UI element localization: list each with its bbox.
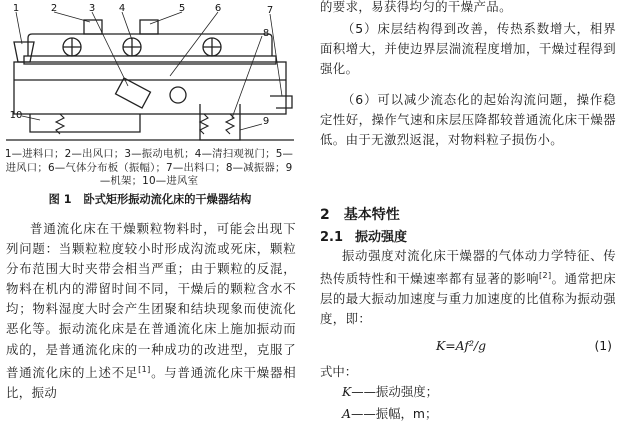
symbol-k: K xyxy=(342,384,352,399)
subsection-number: 2.1 xyxy=(320,230,344,245)
subsection-heading xyxy=(320,226,407,245)
item-6-paragraph: （6）可以减少流态化的起始沟流问题，操作稳定性好，操作气速和床层压降都较普通流化床干燥器低。由于无激烈返混，对物料粒子损伤小。 xyxy=(320,92,616,148)
section-title: 基本特性 xyxy=(343,207,400,223)
item-5-paragraph: （5）床层结构得到改善，传热系数增大，相界面积增大，并使边界层湍流程度增加，干燥过程得到强化。 xyxy=(320,21,616,77)
p21-tail: 。通常把床层的最大振动加速度与重力加速度的比值称为振动强度，即： xyxy=(320,271,616,327)
symbol-a: A xyxy=(342,406,351,421)
dryer-structure-figure xyxy=(0,0,300,148)
vibration-intensity-paragraph xyxy=(320,246,616,330)
callout-3: 3 xyxy=(88,3,96,14)
where-label: 式中： xyxy=(320,364,358,379)
dryer-body xyxy=(14,62,286,114)
continued-line: 的要求，易获得均匀的干燥产品。 xyxy=(320,0,512,14)
definition-a-text: ——振幅，m； xyxy=(350,406,438,421)
citation-1: [1] xyxy=(138,364,151,374)
caption-number: 图 1 xyxy=(48,193,72,206)
definition-k-text: ——振动强度； xyxy=(351,384,438,399)
caption-text: 卧式矩形振动流化床的干燥器结构 xyxy=(83,193,252,206)
section-heading xyxy=(320,204,400,224)
callout-2: 2 xyxy=(50,3,58,14)
figure-caption xyxy=(0,191,300,207)
left-paragraph xyxy=(6,219,296,403)
figure-legend: 1—进料口；2—出风口；3—振动电机；4—清扫观视门；5—进风口；6—气体分布板（振幅）；7—出料口；8—减振器；9—机架；10—进风室 xyxy=(4,148,294,187)
p21-body: 振动强度对流化床干燥器的气体动力学特征、传热传质特性和干燥速率都有显著的影响 xyxy=(320,248,616,287)
callout-5: 5 xyxy=(178,3,186,14)
left-paragraph-tail: 。与普通流化床干燥器相比，振动 xyxy=(6,364,297,400)
left-paragraph-body: 普通流化床在干燥颗粒物料时，可能会出现下列问题：当颗粒粒度较小时形成沟流或死床，颗粒分布范围大时夹带会相当严重；由于颗粒的反混，物料在机内的滞留时间不同，干燥后的颗粒含水不均；物料湿度大时会产生团聚和结块现象而使流化恶化等。振动流化床是在普通流化床上施加振动而成的，是普通流化床的一种成功的改进型，克服了普通流化床的上述不足 xyxy=(6,221,296,380)
callout-1: 1 xyxy=(12,3,20,14)
callout-8: 8 xyxy=(262,28,270,39)
discharge-outlet xyxy=(270,96,292,108)
equation-1 xyxy=(320,338,616,358)
definition-a xyxy=(342,404,437,422)
subsection-title: 振动强度 xyxy=(355,230,408,245)
section-number: 2 xyxy=(320,207,330,223)
citation-2: [2] xyxy=(539,271,552,281)
inspection-doors xyxy=(63,38,221,56)
dampers xyxy=(56,114,234,134)
air-inlet-chamber xyxy=(30,114,140,132)
callout-9: 9 xyxy=(262,116,270,127)
equation-number: (1) xyxy=(594,338,612,353)
callout-4: 4 xyxy=(118,3,126,14)
callout-10: 10 xyxy=(9,110,23,121)
definition-k xyxy=(342,382,438,400)
callout-6: 6 xyxy=(214,3,222,14)
equation-formula: K=Af²/g xyxy=(436,338,487,353)
callout-7: 7 xyxy=(266,5,274,16)
vibration-motor xyxy=(116,78,151,108)
frame xyxy=(200,104,240,140)
